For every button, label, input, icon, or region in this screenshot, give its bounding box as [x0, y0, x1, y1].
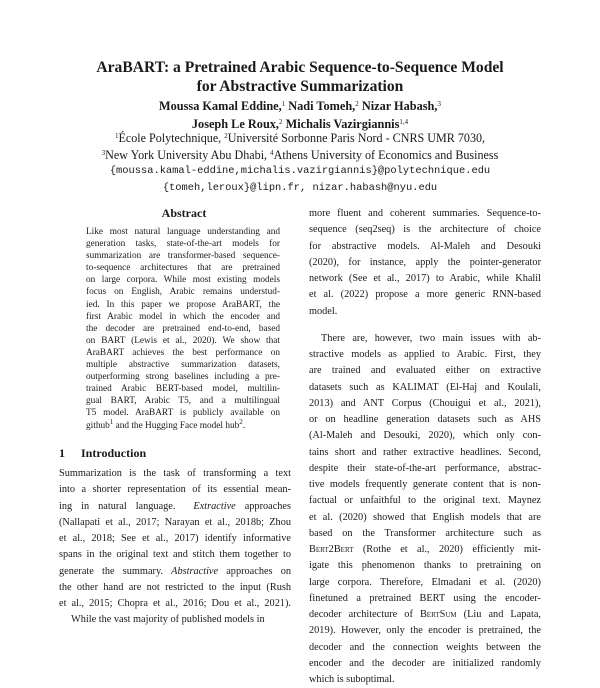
abstract-line: outperforming strong baselines including a pre- [86, 372, 280, 383]
body-line: et al., 2015; Chopra et al., 2016; Dou et al., 2021). [59, 598, 291, 609]
footnote-mark: 2 [239, 417, 243, 426]
affil-mark: 2 [224, 132, 228, 140]
affiliations [60, 130, 540, 163]
abstract-line: the decoder are pretrained end-to-end, based [86, 323, 280, 334]
body-line: based on the Transformer architecture such as [309, 527, 541, 539]
abstract-line-last [86, 417, 280, 432]
abstract-line: summarization are transformer-based sequence- [86, 251, 280, 262]
body-line: There are, however, two main issues with ab- [321, 332, 541, 344]
author-list [60, 98, 540, 133]
email-line-1: {moussa.kamal-eddine,michalis.vazirgiannis}@polytechnique.edu [109, 165, 491, 177]
abstract-text: github [86, 420, 110, 431]
body-line: datasets such as KALIMAT (El-Haj and Koulali, [309, 381, 541, 393]
author-name: Nadi Tomeh, [285, 99, 356, 113]
body-line: (2020), for instance, apply the pointer-generator [309, 256, 541, 268]
body-line: 2013) and ANT Corpus (Chouigui et al., 2021), [309, 397, 541, 409]
body-line [59, 564, 291, 580]
body-line: more fluent and coherent summaries. Sequence-to- [309, 208, 541, 219]
abstract-line: generation tasks, state-of-the-art models for [86, 239, 280, 250]
body-line: which is suboptimal. [309, 674, 395, 685]
abstract-body [86, 226, 280, 432]
affiliation-line-1 [60, 130, 540, 147]
body-line: (Nallapati et al., 2017; Narayan et al., 2018b; Zhou [59, 516, 291, 528]
body-text: decoder architecture of [309, 609, 420, 620]
abstract-line: first Arabic model in which the encoder and [86, 311, 280, 322]
emphasis-text: Extractive [193, 500, 236, 512]
body-line: for abstractive models. Al-Maleh and Desouki [309, 240, 541, 252]
body-line: factual or unfaithful to the original text. Maynez [309, 495, 541, 507]
author-name: Michalis Vazirgiannis [282, 116, 400, 131]
affiliation: New York University Abu Dhabi, [105, 147, 271, 162]
body-text: ing in natural language. [59, 500, 176, 512]
abstract-line: trained Arabic BERT-based model, multilin- [86, 384, 280, 395]
title-line-2: for Abstractive Summarization [196, 78, 404, 95]
body-line: model. [309, 305, 338, 317]
affiliation: École Polytechnique, [118, 131, 225, 145]
body-line: tains short and rather extractive headlines. Second, [309, 446, 541, 458]
body-line: finetuned a pretrained BERT using the encoder- [309, 592, 541, 604]
body-line: et al. (2020) showed that English models that are [309, 511, 541, 523]
abstract-line: ied. In this paper we propose AraBART, the [86, 299, 280, 310]
affiliation: Université Sorbonne Paris Nord - CNRS UMR 7030, [227, 131, 486, 145]
model-name-text: Bert2Bert [309, 544, 354, 555]
abstract-text: and the Hugging Face model hub [115, 420, 240, 431]
body-text: (Liu and Lapata, [456, 609, 541, 620]
section-title: Introduction [81, 446, 147, 460]
paragraph-gap [309, 320, 541, 331]
body-line: igate this phenomenon thanks to pretraining on [309, 560, 541, 572]
body-line [59, 499, 291, 515]
body-line: et al. (2022) propose a more generic RNN-based [309, 289, 541, 301]
body-line: sequence (seq2seq) is the architecture of choice [309, 224, 541, 236]
author-affil-mark: 2 [355, 100, 359, 108]
body-line: into a shorter representation of its essential mean- [59, 484, 291, 496]
body-line: despite their state-of-the-art performance, abstrac- [309, 462, 541, 474]
abstract-text: . [242, 420, 246, 431]
author-affil-mark: 1 [281, 100, 286, 108]
body-line: encoder and the decoder are initialized randomly [309, 657, 541, 669]
body-line: While the vast majority of published models in [71, 614, 265, 626]
section-heading [59, 446, 289, 460]
email-line-2: {tomeh,leroux}@lipn.fr, nizar.habash@nyu.edu [162, 181, 438, 194]
author-name: Nizar Habash, [358, 99, 438, 113]
abstract-line: on large corpora. While most existing models [86, 275, 280, 286]
abstract-line: multiple abstractive summarization datasets, [86, 360, 280, 371]
affiliation-line-2 [60, 147, 540, 164]
body-line: decoder and the connection weights between the [309, 641, 541, 653]
title-line-1: AraBART: a Pretrained Arabic Sequence-to-Sequence Model [96, 59, 504, 76]
footnote-mark: 1 [109, 417, 114, 426]
body-line [309, 542, 541, 558]
author-affil-mark: 3 [437, 100, 441, 108]
abstract-line: T5 model. AraBART is publicly available on [86, 408, 280, 419]
author-affil-mark: 2 [279, 117, 283, 126]
right-column [309, 206, 541, 688]
affil-mark: 4 [270, 148, 274, 157]
body-text: approaches [235, 500, 292, 512]
section-number: 1 [59, 446, 65, 460]
body-line: the other hand are not restricted to the input (Rush [59, 581, 291, 593]
author-emails [40, 163, 560, 196]
body-line: network (See et al., 2017) to Arabic, while Khalil [309, 273, 541, 284]
body-line: are trained and evaluated either on extractive [309, 365, 541, 377]
body-line: tive models frequently generate content that is non- [309, 479, 541, 490]
body-line: Summarization is the task of transforming a text [59, 468, 291, 479]
body-line [309, 607, 541, 623]
body-text: approaches on [218, 565, 292, 577]
author-affil-mark: 1,4 [399, 117, 409, 126]
abstract-line: focus on English, Arabic remains understud- [86, 287, 280, 298]
abstract-line: to-sequence architectures that are pretrained [86, 263, 280, 274]
body-line: stractive models as applied to Arabic. First, they [309, 349, 541, 360]
author-line-1 [60, 98, 540, 116]
body-line: spans in the original text and stitch them together to [59, 549, 291, 561]
body-line: or on headline generation datasets such as AHS [309, 414, 541, 425]
emphasis-text: Abstractive [171, 565, 219, 577]
affil-mark: 1 [114, 132, 119, 140]
author-name: Joseph Le Roux, [191, 116, 280, 131]
body-line: et al., 2018; See et al., 2017) identify informative [59, 533, 291, 544]
affiliation: Athens University of Economics and Business [273, 147, 499, 162]
abstract-line: on BART (Lewis et al., 2020). We show that [86, 335, 280, 346]
abstract-heading: Abstract [161, 206, 207, 220]
author-name: Moussa Kamal Eddine, [159, 99, 282, 113]
body-text: generate the summary. [59, 565, 163, 577]
affil-mark: 3 [101, 148, 106, 157]
body-line: 2019). However, only the encoder is pretrained, the [309, 625, 541, 637]
abstract-line: gual BART, Arabic T5, and a multilingual [86, 396, 280, 407]
paper-title [60, 58, 540, 96]
body-text: (Rothe et al., 2020) efficiently mit- [353, 544, 541, 555]
body-line: large corpora. Therefore, Elmadani et al. (2020) [309, 576, 541, 588]
abstract-line: AraBART achieves the best performance on [86, 347, 280, 358]
introduction-body [59, 466, 291, 629]
body-line: (Al-Maleh and Desouki, 2020), which only con- [309, 430, 541, 442]
abstract-line: Like most natural language understanding and [86, 227, 280, 237]
model-name-text: BertSum [419, 609, 457, 620]
